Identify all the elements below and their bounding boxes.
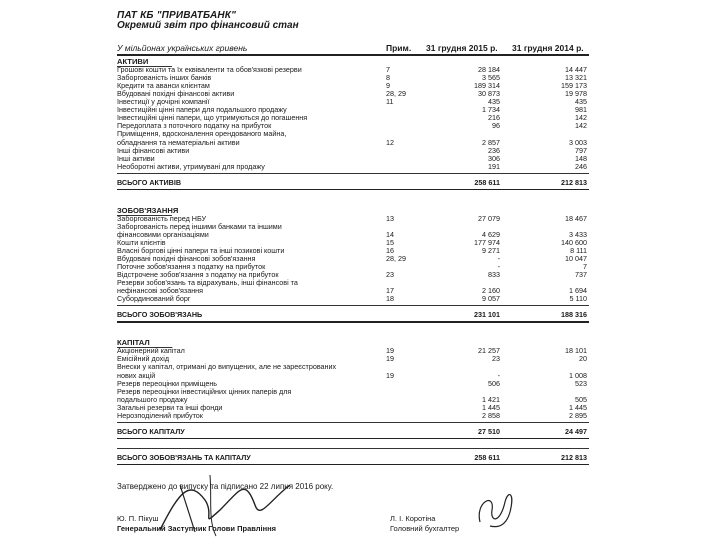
total-rule [117, 448, 589, 449]
value-2014: 148 [575, 153, 587, 163]
row-label: Інші активи [117, 154, 155, 163]
row-note: 13 [386, 213, 394, 223]
left-signer-name: Ю. П. Пікуш [117, 514, 159, 523]
row-label: нових акцій [117, 371, 156, 380]
row-note: 9 [386, 81, 390, 91]
value-2014: 20 [579, 354, 587, 364]
value-2014: 435 [575, 97, 587, 107]
note-column-header: Прим. [386, 43, 412, 53]
right-signer-title: Головний бухгалтер [390, 524, 460, 533]
row-label: Заборгованість інших банків [117, 74, 212, 83]
value-2014: 3 003 [569, 137, 587, 147]
row-label: ВСЬОГО ЗОБОВ'ЯЗАНЬ [117, 311, 203, 320]
total-rule [117, 173, 589, 174]
row-label: Резерви зобов'язань та відрахувань, інші фінансові та [117, 279, 298, 288]
row-label: обладнання та нематеріальні активи [117, 138, 240, 147]
statement-title: Окремий звіт про фінансовий стан [117, 20, 299, 31]
value-2015: 3 565 [482, 73, 500, 83]
value-2015: 2 857 [482, 137, 500, 147]
value-2015: 2 160 [482, 286, 500, 296]
value-2014: 18 101 [565, 346, 587, 356]
value-2015: 189 314 [474, 81, 500, 91]
row-label: ВСЬОГО КАПІТАЛУ [117, 427, 185, 436]
value-2014: 19 978 [565, 89, 587, 99]
row-note: 12 [386, 137, 394, 147]
value-2014: 8 111 [570, 245, 587, 255]
header-divider [117, 54, 589, 56]
value-2015: 2 858 [482, 410, 500, 420]
row-label: Резерв переоцінки інвестиційних цінних паперів для [117, 387, 292, 396]
row-note: 17 [386, 286, 394, 296]
value-2015: 21 257 [478, 346, 500, 356]
value-2014: 1 445 [569, 402, 587, 412]
total-underline [117, 189, 589, 191]
row-label: Передоплата з поточного податку на прибуток [117, 122, 272, 131]
value-2015: 258 611 [474, 177, 500, 187]
value-2015: 28 184 [478, 65, 500, 75]
value-2015: 9 057 [482, 294, 500, 304]
year-2015-header: 31 грудня 2015 р. [426, 43, 498, 53]
value-2015: 27 510 [478, 426, 500, 436]
row-label: Внески у капітал, отримані до випущених, але не зареєстрованих [117, 363, 337, 372]
total-underline [117, 321, 589, 323]
row-label: подальшого продажу [117, 395, 188, 404]
left-signature [150, 470, 300, 540]
row-label: Грошові кошти та їх еквіваленти та обов'язкові резерви [117, 66, 302, 75]
total-rule [117, 422, 589, 423]
value-2015: 96 [492, 121, 500, 131]
row-label: Необоротні активи, утримувані для продажу [117, 162, 265, 171]
value-2015: 4 629 [482, 229, 500, 239]
value-2014: 142 [575, 113, 587, 123]
value-2015: 306 [488, 153, 500, 163]
row-label: Субординований борг [117, 295, 191, 304]
row-label: Кредити та аванси клієнтам [117, 82, 210, 91]
right-signature [470, 482, 520, 532]
row-label: Інвестиційні цінні папери, що утримуються до погашення [117, 114, 308, 123]
row-label: Заборгованість перед НБУ [117, 214, 207, 223]
value-2015: - [497, 262, 500, 272]
value-2015: 506 [488, 378, 500, 388]
value-2015: 236 [488, 145, 500, 155]
row-label: Емісійний дохід [117, 355, 170, 364]
value-2014: 188 316 [561, 310, 587, 320]
row-label: ВСЬОГО ЗОБОВ'ЯЗАНЬ ТА КАПІТАЛУ [117, 453, 251, 462]
approval-text: Затверджено до випуску та підписано 22 липня 2016 року. [117, 482, 334, 491]
value-2015: 23 [492, 354, 500, 364]
value-2014: 24 497 [565, 426, 587, 436]
row-label: ЗОБОВ'ЯЗАННЯ [117, 206, 179, 215]
row-note: 14 [386, 229, 394, 239]
value-2015: 27 079 [478, 213, 500, 223]
value-2014: 981 [575, 105, 587, 115]
value-2014: 18 467 [565, 213, 587, 223]
row-note: 16 [386, 245, 394, 255]
row-label: Загальні резерви та інші фонди [117, 403, 223, 412]
units-label: У мільйонах українських гривень [117, 43, 248, 53]
row-label: Відстрочене зобов'язання з податку на прибуток [117, 271, 279, 280]
row-label: КАПІТАЛ [117, 339, 150, 348]
total-underline [117, 464, 589, 466]
value-2014: 523 [575, 378, 587, 388]
value-2015: 216 [488, 113, 500, 123]
row-label: Кошти клієнтів [117, 238, 166, 247]
value-2014: 140 600 [561, 237, 587, 247]
row-label: Інвестиційні цінні папери для подальшого продажу [117, 106, 287, 115]
value-2015: - [497, 370, 500, 380]
value-2015: 191 [488, 161, 500, 171]
row-note: 15 [386, 237, 394, 247]
value-2014: 1 008 [569, 370, 587, 380]
row-note: 23 [386, 270, 394, 280]
value-2014: 14 447 [565, 65, 587, 75]
value-2015: 258 611 [474, 452, 500, 462]
row-label: Поточне зобов'язання з податку на прибуток [117, 263, 266, 272]
value-2015: - [497, 254, 500, 263]
row-label: Інші фінансові активи [117, 146, 190, 155]
value-2015: 1 734 [482, 105, 500, 115]
value-2014: 142 [575, 121, 587, 131]
value-2015: 231 101 [474, 310, 500, 320]
value-2014: 212 813 [561, 452, 587, 462]
value-2014: 737 [575, 270, 587, 280]
row-note: 8 [386, 73, 390, 83]
value-2015: 1 445 [482, 402, 500, 412]
value-2014: 13 321 [565, 73, 587, 83]
row-label: Заборгованість перед іншими банками та іншими [117, 222, 282, 231]
value-2015: 1 421 [482, 394, 500, 404]
row-note: 19 [386, 370, 394, 380]
total-underline [117, 438, 589, 440]
value-2014: 246 [575, 161, 587, 171]
value-2015: 833 [488, 270, 500, 280]
value-2014: 159 173 [561, 81, 587, 91]
row-label: Нерозподілений прибуток [117, 411, 203, 420]
value-2015: 9 271 [482, 245, 500, 255]
value-2014: 212 813 [561, 177, 587, 187]
row-note: 11 [386, 97, 394, 107]
value-2014: 10 047 [565, 254, 587, 263]
bank-name: ПАТ КБ "ПРИВАТБАНК" [117, 10, 237, 21]
value-2014: 797 [575, 145, 587, 155]
row-label: Приміщення, вдосконалення орендованого майна, [117, 130, 287, 139]
value-2015: 30 873 [478, 89, 500, 99]
row-label: Інвестиції у дочірні компанії [117, 98, 210, 107]
row-note: 19 [386, 346, 394, 356]
row-label: ВСЬОГО АКТИВІВ [117, 178, 182, 187]
row-note: 7 [386, 65, 390, 75]
row-label: Резерв переоцінки приміщень [117, 379, 218, 388]
value-2014: 5 110 [569, 294, 587, 304]
row-label: Власні боргові цінні папери та інші позикові кошти [117, 246, 285, 255]
value-2014: 505 [575, 394, 587, 404]
value-2014: 7 [583, 262, 587, 272]
row-label: АКТИВИ [117, 58, 149, 66]
row-label: фінансовими організаціями [117, 230, 209, 239]
total-rule [117, 305, 589, 306]
value-2015: 435 [488, 97, 500, 107]
row-note: 19 [386, 354, 394, 364]
row-label: Акціонерний капітал [117, 347, 185, 356]
row-label: нефінансові зобов'язання [117, 287, 204, 296]
row-note: 28, 29 [386, 254, 406, 263]
value-2015: 177 974 [474, 237, 500, 247]
row-label: Вбудовані похідні фінансові активи [117, 90, 235, 99]
value-2014: 1 694 [569, 286, 587, 296]
row-label: Вбудовані похідні фінансові зобов'язання [117, 255, 256, 263]
year-2014-header: 31 грудня 2014 р. [512, 43, 584, 53]
row-note: 28, 29 [386, 89, 406, 99]
row-note: 18 [386, 294, 394, 304]
left-signer-title: Генеральний Заступник Голови Правління [117, 524, 277, 533]
value-2014: 2 895 [569, 410, 587, 420]
value-2014: 3 433 [569, 229, 587, 239]
right-signer-name: Л. І. Коротіна [390, 514, 436, 523]
